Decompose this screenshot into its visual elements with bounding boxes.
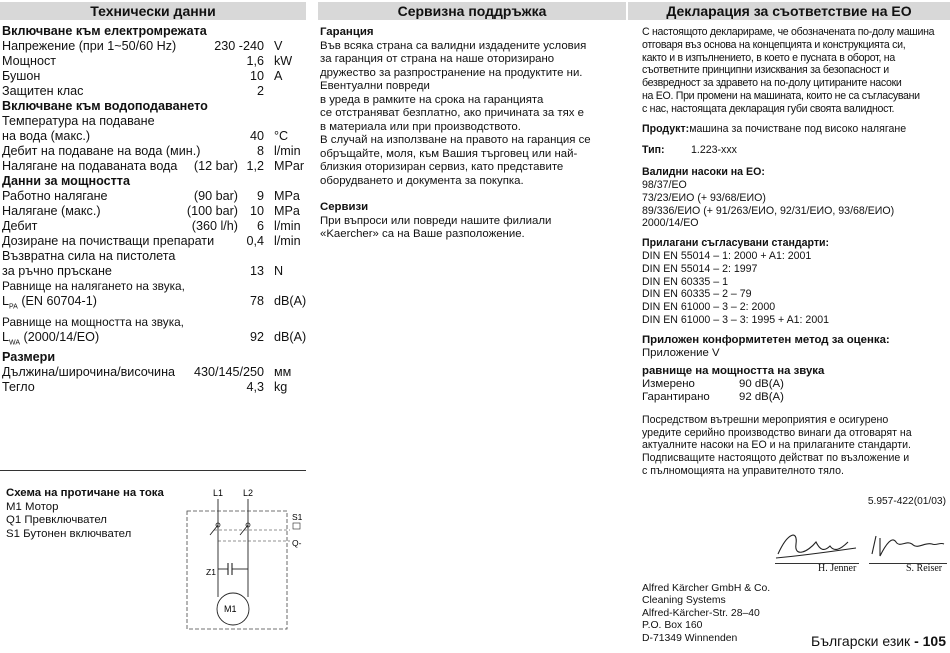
intro-line: съответните принципни изисквания за безопасност и	[642, 64, 889, 77]
closing-line: Подписващите настоящото действат по възложение и	[642, 452, 910, 465]
spec-unit: V	[274, 39, 283, 53]
spec-row-lpa-label: Равнище на налягането на звука,	[2, 279, 185, 293]
closing-line: актуалните насоки на ЕО и на прилаганите стандарти.	[642, 439, 911, 452]
spec-label: Тегло	[2, 380, 35, 395]
service-column	[320, 26, 626, 242]
label-l1: L1	[213, 488, 224, 498]
spec-label: $L_{PA}$ (EN 60704-1)	[2, 294, 97, 311]
warranty-line: се отстраняват безплатно, ако причината за тях е	[320, 107, 584, 119]
label-l2: L2	[243, 488, 254, 498]
address-line: P.O. Box 160	[642, 620, 703, 632]
legend-item-q1: Q1 Превключвател	[6, 514, 107, 526]
intro-line: както и в изпълнението, в което е пусната в оборот, на	[642, 51, 895, 64]
sound-level-title: равнище на мощността на звука	[642, 365, 825, 378]
legend-item-s1: S1 Бутонен включвател	[6, 527, 132, 540]
warranty-line: Евентуални повреди	[320, 80, 430, 92]
spec-label: Дебит на подаване на вода (мин.)	[2, 144, 201, 158]
spec-unit: MPar	[274, 159, 305, 173]
technical-data-column	[2, 24, 306, 395]
spec-unit: мм	[274, 365, 292, 380]
spec-row-inlet-pressure	[2, 159, 306, 174]
company-address	[642, 583, 770, 645]
header-technical-data: Технически данни	[0, 2, 306, 20]
spec-value: 0,4	[246, 234, 264, 248]
warranty-line: за гаранция от страна на наше оторизирано	[320, 53, 555, 65]
signature-jenner	[768, 522, 863, 568]
spec-value: 2	[256, 84, 264, 98]
method-title: Приложен конформитетен метод за оценка:	[642, 333, 890, 346]
spec-unit: l/min	[274, 234, 301, 248]
spec-row-weight	[2, 380, 306, 395]
type-label: Тип:	[642, 144, 665, 157]
wiring-diagram	[180, 485, 310, 635]
label-m1: M1	[224, 604, 237, 614]
warranty-line: близкия оторизиран сервиз, като представите	[320, 161, 564, 173]
type-value: 1.223-xxx	[691, 144, 737, 157]
warranty-title: Гаранция	[320, 26, 374, 38]
signer-name-1: H. Jenner	[818, 563, 857, 574]
spec-label: $L_{WA}$ (2000/14/EO)	[2, 329, 100, 347]
spec-unit: MPa	[274, 204, 300, 218]
standard-item: DIN EN 55014 – 1: 2000 + A1: 2001	[642, 249, 812, 262]
type-row	[642, 144, 948, 157]
standard-item: DIN EN 60335 – 2 – 79	[642, 288, 752, 301]
services-line: «Kaercher» са на Ваше разположение.	[320, 228, 525, 240]
warranty-line: в материала или при производството.	[320, 120, 521, 133]
measured-row	[642, 378, 948, 391]
spec-paren: (90 bar)	[193, 189, 238, 203]
section-title-electrical: Включване към електромрежата	[2, 24, 207, 38]
spec-unit: kg	[274, 380, 288, 395]
spec-label: на вода (макс.)	[2, 129, 91, 143]
standard-item: DIN EN 61000 – 3 – 3: 1995 + A1: 2001	[642, 313, 829, 326]
spec-value: 92	[249, 329, 264, 344]
spec-row-recoil	[2, 264, 306, 279]
spec-value: 10	[249, 204, 264, 218]
spec-value: 8	[256, 144, 264, 158]
spec-row-dimensions	[2, 365, 306, 380]
spec-label: за ръчно пръскане	[2, 264, 112, 278]
directive-item: 98/37/EO	[642, 178, 687, 191]
spec-row-lpa	[2, 294, 306, 315]
spec-label: Защитен клас	[2, 84, 84, 98]
section-title-dimensions: Размери	[2, 350, 56, 365]
product-value: машина за почистване под високо налягане	[689, 122, 907, 135]
method-value: Приложение V	[642, 346, 720, 359]
standard-item: DIN EN 60335 – 1	[642, 275, 728, 288]
schema-title: Схема на протичане на тока	[6, 487, 164, 499]
spec-unit: dB(A)	[274, 329, 307, 344]
warranty-line: дружество за разпространение на продуктите ни.	[320, 66, 583, 79]
spec-label: Дозиране на почистващи препарати	[2, 234, 215, 248]
directive-item: 89/336/ЕИО (+ 91/263/ЕИО, 92/31/ЕИО, 93/68/ЕИО)	[642, 204, 895, 217]
wiring-legend	[6, 487, 186, 541]
legend-item-m1: M1 Мотор	[6, 500, 59, 513]
spec-unit: A	[274, 69, 283, 83]
spec-value: 9	[256, 189, 264, 203]
product-row	[642, 123, 948, 136]
spec-row-recoil-label: Възвратна сила на пистолета	[2, 249, 176, 263]
address-line: D-71349 Winnenden	[642, 632, 738, 644]
product-label: Продукт:	[642, 122, 690, 135]
spec-unit: °C	[274, 129, 289, 143]
standard-item: DIN EN 61000 – 3 – 2: 2000	[642, 301, 776, 314]
address-line: Cleaning Systems	[642, 595, 726, 607]
spec-row-protection-class	[2, 84, 306, 99]
spec-label: Налягане на подаваната вода	[2, 159, 178, 173]
address-line: Alfred-Kärcher-Str. 28–40	[642, 607, 760, 619]
spec-value: 6	[256, 219, 264, 233]
spec-row-water-flow	[2, 144, 306, 159]
spec-row-flow-rate	[2, 219, 306, 234]
address-line: Alfred Kärcher GmbH & Co.	[642, 583, 771, 594]
spec-value: 40	[249, 129, 264, 143]
warranty-line: оборудването и документа за покупка.	[320, 174, 524, 187]
spec-value: 10	[249, 69, 264, 83]
measured-value: 90 dB(A)	[739, 378, 784, 391]
spec-row-fuse	[2, 69, 306, 84]
signer-name-2: S. Reiser	[906, 563, 943, 574]
spec-value: 1,2	[246, 159, 264, 173]
spec-row-temp-label: Температура на подаване	[2, 114, 155, 128]
label-q: Q-	[292, 538, 302, 548]
spec-row-power	[2, 54, 306, 69]
directive-item: 2000/14/EO	[642, 217, 699, 230]
section-title-water: Включване към водоподаването	[2, 99, 208, 113]
document-number: 5.957-422(01/03)	[867, 496, 946, 507]
spec-paren: (360 l/h)	[191, 219, 238, 233]
spec-label: Мощност	[2, 54, 57, 68]
spec-unit: kW	[274, 54, 293, 68]
spec-label: Работно налягане	[2, 189, 108, 203]
footer-separator: -	[910, 633, 923, 649]
intro-line: отговаря въз основа на концепцията и конструкцията си,	[642, 38, 906, 51]
directives-title: Валидни насоки на ЕО:	[642, 166, 765, 179]
spec-label: Бушон	[2, 69, 41, 83]
intro-line: с нас, настоящата декларация губи своята валидност.	[642, 102, 895, 115]
directive-item: 73/23/ЕИО (+ 93/68/ЕИО)	[642, 191, 766, 204]
guaranteed-row	[642, 391, 948, 404]
spec-value: 78	[249, 294, 264, 308]
spec-value: 4,3	[246, 380, 264, 395]
warranty-line: обръщайте, моля, към Вашия търговец или най-	[320, 147, 578, 160]
label-z1: Z1	[206, 567, 216, 577]
spec-unit: MPa	[274, 189, 300, 203]
spec-row-voltage	[2, 39, 306, 54]
spec-label: Дебит	[2, 219, 38, 233]
footer-language: Български език	[811, 633, 911, 649]
spec-paren: (12 bar)	[193, 159, 238, 173]
intro-line: безвредност за здравето на по-долу цитираните насоки	[642, 77, 902, 90]
spec-row-temperature	[2, 129, 306, 144]
services-title: Сервизи	[320, 201, 369, 213]
spec-unit: dB(A)	[274, 294, 307, 308]
declaration-intro	[642, 26, 948, 116]
section-divider	[0, 470, 306, 471]
spec-paren: (100 bar)	[186, 204, 238, 218]
standard-item: DIN EN 55014 – 2: 1997	[642, 262, 758, 275]
spec-unit: l/min	[274, 219, 301, 233]
spec-row-max-pressure	[2, 204, 306, 219]
spec-row-detergent	[2, 234, 306, 249]
spec-label: Дължина/широчина/височина	[2, 365, 176, 380]
spec-row-lwa	[2, 330, 306, 351]
guaranteed-value: 92 dB(A)	[739, 390, 784, 403]
warranty-line: в уреда в рамките на срока на гаранцията	[320, 93, 544, 106]
header-declaration: Декларация за съответствие на ЕО	[628, 2, 950, 20]
spec-row-lwa-label: Равнище на мощността на звука,	[2, 314, 184, 329]
declaration-column	[642, 26, 948, 478]
header-service: Сервизна поддръжка	[318, 2, 626, 20]
intro-line: С настоящото декларираме, че обозначената по-долу машина	[642, 26, 935, 38]
closing-line: с пълномощията на управителното тяло.	[642, 464, 844, 477]
guaranteed-label: Гарантирано	[642, 390, 710, 403]
spec-label: Налягане (макс.)	[2, 204, 101, 218]
services-line: При въпроси или повреди нашите филиали	[320, 214, 552, 227]
spec-unit: l/min	[274, 144, 301, 158]
signature-reiser	[866, 524, 946, 566]
spec-label: Напрежение (при 1~50/60 Hz)	[2, 39, 177, 53]
warranty-line: В случай на използване на правото на гаранция се	[320, 134, 591, 146]
warranty-line: Във всяка страна са валидни издадените условия	[320, 39, 587, 52]
spec-unit: N	[274, 264, 284, 278]
standards-title: Прилагани съгласувани стандарти:	[642, 237, 830, 250]
section-title-performance: Данни за мощността	[2, 174, 130, 188]
spec-value: 430/145/250	[193, 365, 264, 380]
closing-line: Посредством вътрешни мероприятия е осигурено	[642, 413, 889, 426]
measured-label: Измерено	[642, 378, 695, 391]
page-footer	[811, 633, 946, 649]
spec-row-working-pressure	[2, 189, 306, 204]
spec-value: 1,6	[246, 54, 264, 68]
page-number: 105	[922, 633, 946, 649]
spec-value: 13	[249, 264, 264, 278]
closing-line: уредите серийно производство винаги да отговарят на	[642, 426, 912, 439]
intro-line: на ЕО. При промени на машината, които не са съгласувани	[642, 89, 920, 102]
label-s1: S1	[292, 512, 303, 522]
spec-value: 230 -240	[214, 39, 264, 53]
